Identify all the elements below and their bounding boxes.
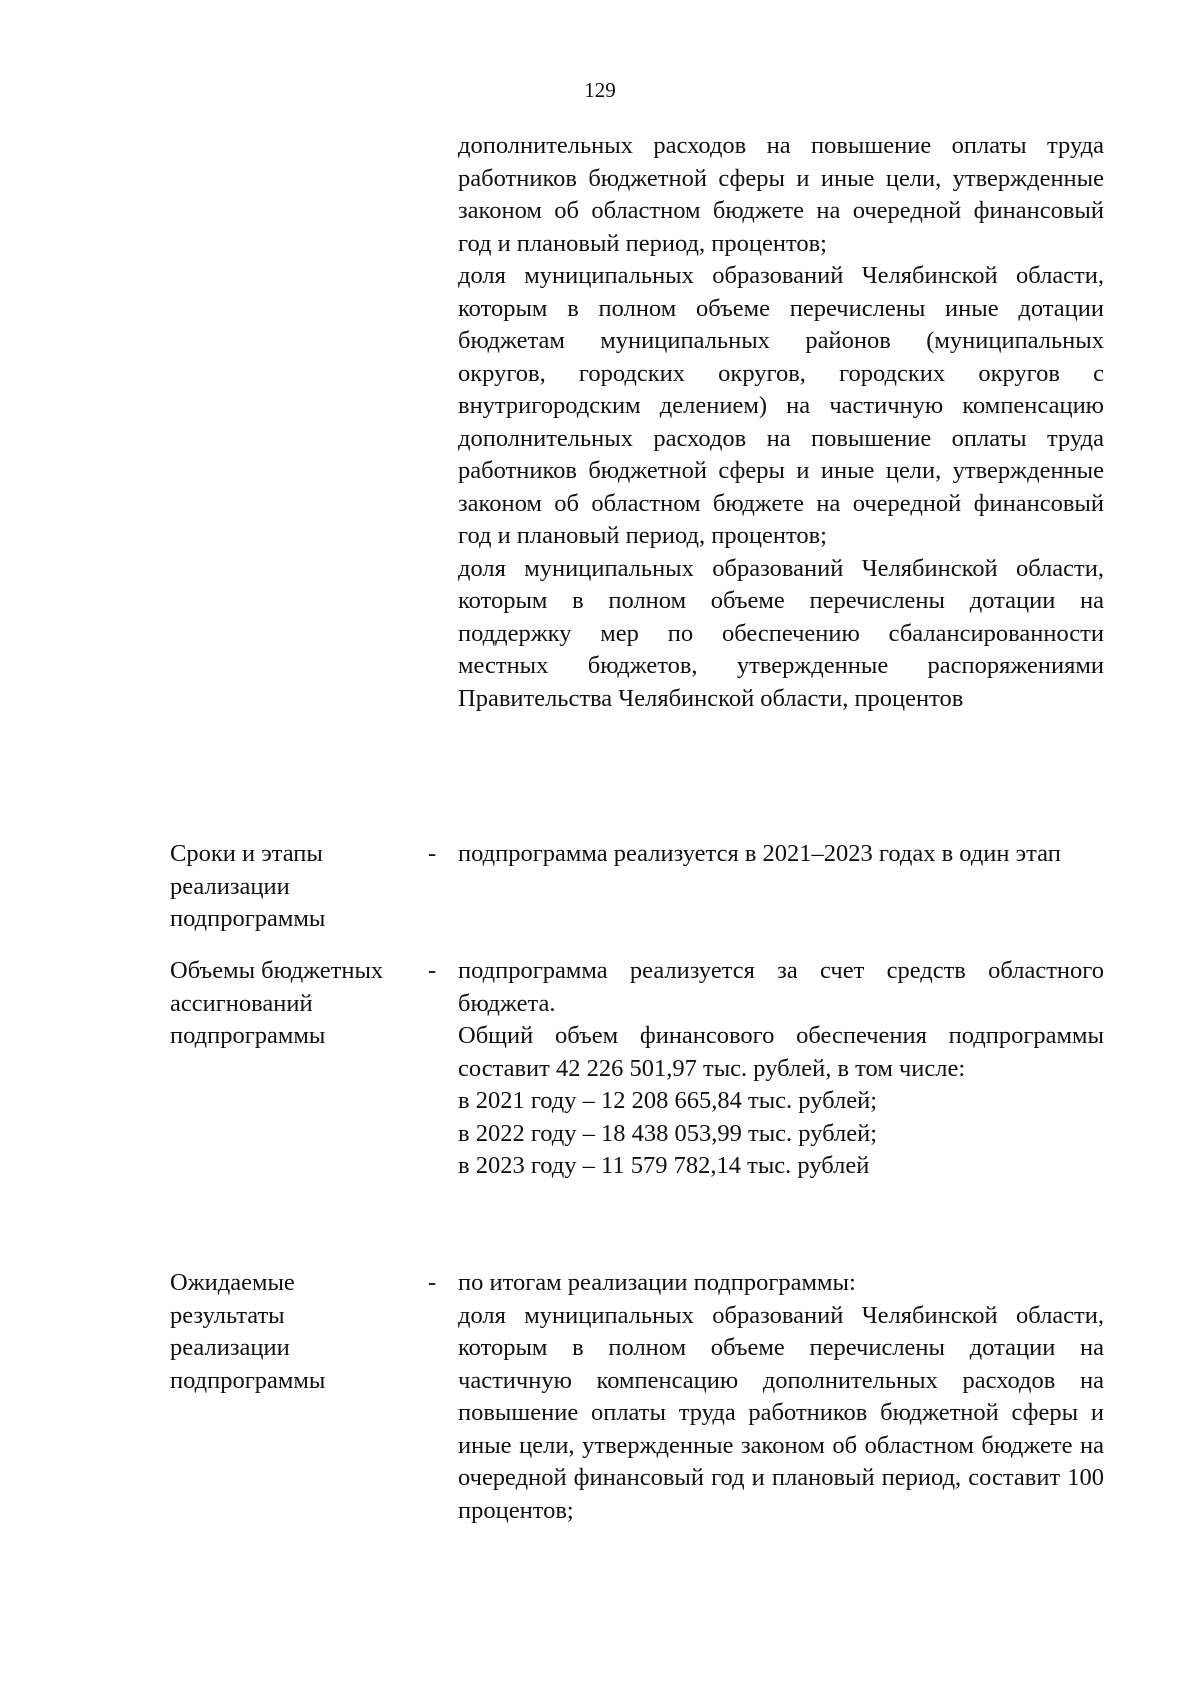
budget-label: Объемы бюджетных ассигнований подпрограммы bbox=[170, 957, 384, 1049]
budget-year-2023: в 2023 году – 11 579 782,14 тыс. рублей bbox=[458, 1152, 870, 1179]
row-dash: - bbox=[428, 957, 437, 984]
paragraph: по итогам реализации подпрограммы: bbox=[458, 1269, 856, 1296]
paragraph: доля муниципальных образований Челябинской области, которым в полном объеме перечислены иные дотации бюджетам муниципальных районов (муниципальных округов, городских округов, городских округов с внутригородским делением) на частичную компенсацию дополнительных расходов на повышение оплаты труда работников бюджетной сферы и иные цели, утвержденные законом об областном бюджете на очередной финансовый год и плановый период, процентов; bbox=[458, 262, 1104, 549]
budget-year-2021: в 2021 году – 12 208 665,84 тыс. рублей; bbox=[458, 1087, 878, 1114]
row-dash: - bbox=[428, 1269, 437, 1296]
budget-text bbox=[458, 955, 1104, 1183]
page-number: 129 bbox=[584, 78, 616, 102]
paragraph: доля муниципальных образований Челябинской области, которым в полном объеме перечислены дотации на поддержку мер по обеспечению сбалансированности местных бюджетов, утвержденные распоряжениями Правительства Челябинской области, процентов bbox=[458, 554, 1104, 712]
paragraph: доля муниципальных образований Челябинской области, которым в полном объеме перечислены дотации на частичную компенсацию дополнительных расходов на повышение оплаты труда работников бюджетной сферы и иные цели, утвержденные законом об областном бюджете на очередной финансовый год и плановый период, составит 100 процентов; bbox=[458, 1301, 1104, 1524]
paragraph: подпрограмма реализуется за счет средств областного бюджета. bbox=[458, 957, 1104, 1017]
results-label: Ожидаемые результаты реализации подпрограммы bbox=[170, 1269, 326, 1394]
row-dash: - bbox=[428, 840, 437, 867]
paragraph: дополнительных расходов на повышение оплаты труда работников бюджетной сферы и иные цели, утвержденные законом об областном бюджете на очередной финансовый год и плановый период, процентов; bbox=[458, 132, 1104, 257]
paragraph: Общий объем финансового обеспечения подпрограммы составит 42 226 501,97 тыс. рублей, в том числе: bbox=[458, 1022, 1104, 1082]
terms-text bbox=[458, 838, 1104, 871]
terms-label: Сроки и этапы реализации подпрограммы bbox=[170, 840, 326, 932]
paragraph: подпрограмма реализуется в 2021–2023 годах в один этап bbox=[458, 840, 1061, 867]
results-text bbox=[458, 1267, 1104, 1527]
goals-indicators-continuation bbox=[458, 130, 1104, 715]
budget-year-2022: в 2022 году – 18 438 053,99 тыс. рублей; bbox=[458, 1119, 878, 1147]
